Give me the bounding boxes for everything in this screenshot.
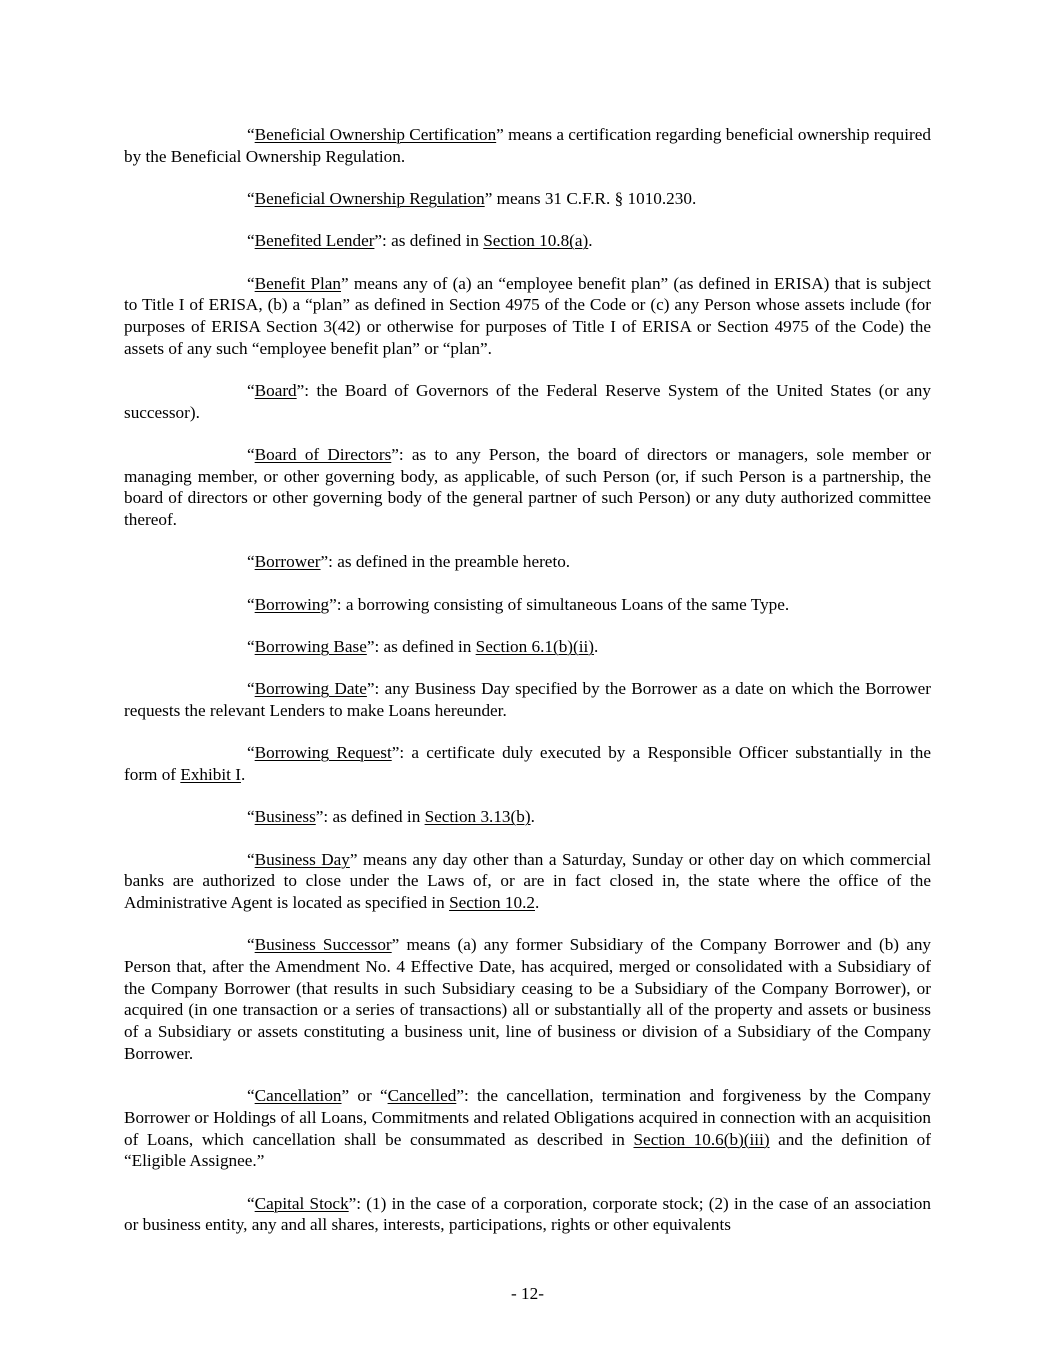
definition-text: ” means 31 C.F.R. § 1010.230. xyxy=(484,189,697,208)
definition-text: “ xyxy=(247,189,255,208)
defined-term: Benefited Lender xyxy=(254,231,375,251)
definition-text: . xyxy=(594,637,599,656)
definition-text: ” means (a) any former Subsidiary of the Company Borrower and (b) any Person that, after the Amendment No. 4 Effective Date, has acquired, merged or consolidated with a Subsidiary of the Company Borrower (that results in such Subsidiary ceasing to be a Subsidiary of the Company Borrower), or acquired (in one transaction or a series of transactions) all or substantially all of the property and assets or business of a Subsidiary or assets constituting a business unit, line of business or division of a Subsidiary of the Company Borrower. xyxy=(124,935,932,1063)
defined-term: Borrowing Request xyxy=(254,743,392,763)
definition-text: “ xyxy=(247,637,255,656)
definition-paragraph xyxy=(124,188,931,210)
definition-text: ”: as to any Person, the board of directors or managers, sole member or managing member, or other governing body, as applicable, of such Person (or, if such Person is a partnership, the board of directors or other governing body of the general partner of such Person) or any duty authorized committee thereof. xyxy=(124,445,931,530)
definition-paragraph xyxy=(124,742,931,785)
definition-text: “ xyxy=(247,273,255,293)
definition-text: “ xyxy=(247,594,255,614)
definition-text: . xyxy=(530,807,535,827)
definition-text: “ xyxy=(247,1086,255,1106)
definition-paragraph xyxy=(124,934,931,1064)
definition-paragraph xyxy=(124,806,931,828)
cross-reference: Section 10.6(b)(iii) xyxy=(633,1129,770,1149)
defined-term: Borrower xyxy=(254,552,321,572)
defined-term: Benefit Plan xyxy=(254,273,342,293)
document-page xyxy=(124,124,931,1257)
definition-text: . xyxy=(588,231,593,251)
defined-term: Borrowing Base xyxy=(254,637,367,656)
definition-paragraph xyxy=(124,124,931,167)
cross-reference: Section 10.2 xyxy=(449,893,535,912)
cross-reference: Section 3.13(b) xyxy=(424,807,531,827)
cross-reference: Section 10.8(a) xyxy=(483,231,589,251)
definition-text: ” or “ xyxy=(341,1086,388,1106)
definition-text: “ xyxy=(247,125,255,144)
definition-text: “ xyxy=(247,679,255,699)
definition-text: ”: as defined in xyxy=(315,807,425,827)
definition-text: ”: a certificate duly executed by a Responsible Officer substantially in the form of xyxy=(124,743,931,784)
definition-text: ”: as defined in the preamble hereto. xyxy=(320,552,571,572)
definition-paragraph xyxy=(124,594,931,616)
definition-text: . xyxy=(535,893,540,912)
definition-text: ”: the Board of Governors of the Federal Reserve System of the United States (or any successor). xyxy=(124,381,931,422)
page-number: - 12- xyxy=(511,1284,544,1303)
defined-term: Board of Directors xyxy=(254,445,392,464)
definition-text: ”: any Business Day specified by the Borrower as a date on which the Borrower requests the relevant Lenders to make Loans hereunder. xyxy=(124,679,932,720)
defined-term: Capital Stock xyxy=(254,1193,349,1213)
definition-paragraph xyxy=(124,230,931,252)
definition-text: “ xyxy=(247,552,255,572)
definition-text: ” means any day other than a Saturday, Sunday or other day on which commercial banks are authorized to close under the Laws of, or are in fact closed in, the state where the office of the Administrative Agent is located as specified in xyxy=(124,849,931,912)
definition-paragraph xyxy=(124,636,931,658)
defined-term: Beneficial Ownership Certification xyxy=(254,125,497,144)
definition-paragraph xyxy=(124,1193,931,1236)
definition-text: “ xyxy=(247,1193,255,1213)
defined-term: Business Successor xyxy=(254,935,392,955)
cross-reference: Section 6.1(b)(ii) xyxy=(475,637,595,656)
definition-text: “ xyxy=(247,935,255,955)
definition-paragraph xyxy=(124,273,931,360)
definition-paragraph xyxy=(124,1085,931,1172)
definition-text: “ xyxy=(247,807,255,827)
definition-paragraph xyxy=(124,444,931,531)
definition-text: ”: the cancellation, termination and forgiveness by the Company Borrower or Holdings of all Loans, Commitments and related Obligations acquired in connection with an acquisition of Loans, which cancellation shall be consummated as described in xyxy=(124,1086,932,1149)
definition-text: ” means any of (a) an “employee benefit plan” (as defined in ERISA) that is subject to Title I of ERISA, (b) a “plan” as defined in Section 4975 of the Code or (c) any Person whose assets include (for purposes of ERISA Section 3(42) or otherwise for purposes of Title I of ERISA or Section 4975 of the Code) the assets of any such “employee benefit plan” or “plan”. xyxy=(124,273,931,358)
definition-text: and the definition of “Eligible Assignee.” xyxy=(124,1129,931,1171)
defined-term: Board xyxy=(254,381,297,400)
defined-term: Cancellation xyxy=(254,1086,342,1106)
defined-term: Business xyxy=(254,807,316,827)
definition-paragraph xyxy=(124,551,931,573)
definition-text: ”: (1) in the case of a corporation, corporate stock; (2) in the case of an association or business entity, any and all shares, interests, participations, rights or other equivalents xyxy=(124,1193,931,1235)
definition-text: “ xyxy=(247,743,255,763)
definition-text: ” means a certification regarding beneficial ownership required by the Beneficial Ownership Regulation. xyxy=(124,125,931,166)
definition-text: ”: as defined in xyxy=(374,231,484,251)
defined-term: Business Day xyxy=(254,849,350,869)
definition-text: “ xyxy=(247,445,255,464)
definition-text: ”: a borrowing consisting of simultaneous Loans of the same Type. xyxy=(329,594,790,614)
cross-reference: Exhibit I xyxy=(180,765,241,784)
definition-text: . xyxy=(240,765,246,784)
defined-term: Borrowing xyxy=(254,594,330,614)
definition-paragraph xyxy=(124,380,931,423)
defined-term: Borrowing Date xyxy=(254,679,367,699)
definition-text: ”: as defined in xyxy=(366,637,476,656)
definition-text: “ xyxy=(247,381,255,400)
definition-text: “ xyxy=(247,231,255,251)
defined-term: Beneficial Ownership Regulation xyxy=(254,189,485,208)
definition-paragraph xyxy=(124,849,931,914)
cross-reference: Cancelled xyxy=(387,1086,457,1106)
definition-text: “ xyxy=(247,849,255,869)
definition-paragraph xyxy=(124,678,931,721)
